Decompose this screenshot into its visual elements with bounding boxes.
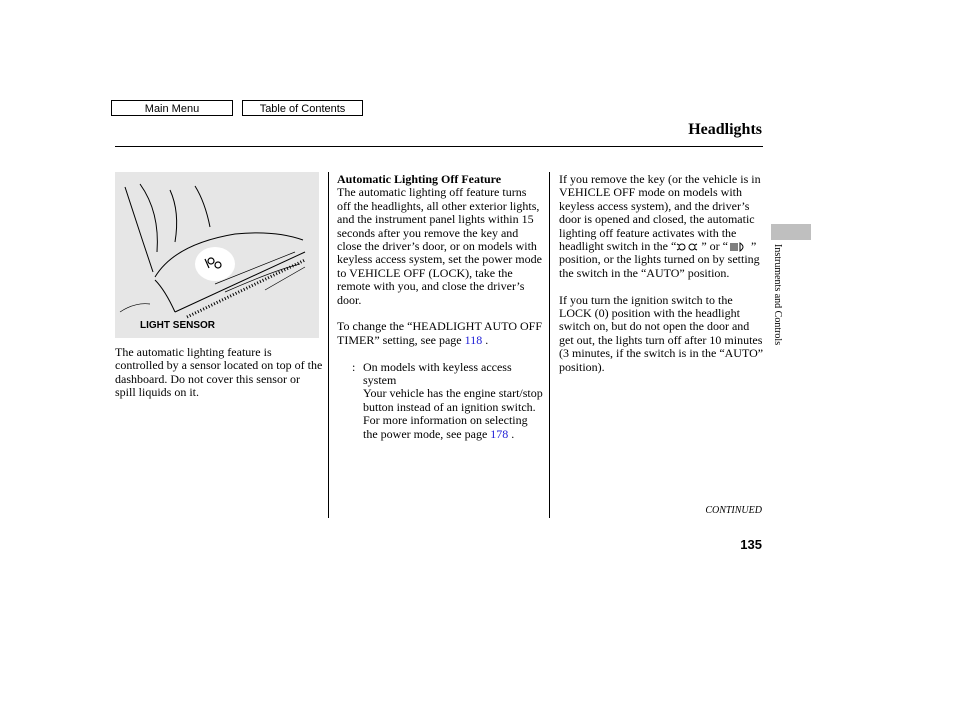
figure-caption: LIGHT SENSOR xyxy=(140,320,216,331)
page-number: 135 xyxy=(740,537,762,552)
column-1-text xyxy=(115,346,323,400)
timer-setting-end: . xyxy=(482,332,489,347)
page-118-link[interactable]: 118 xyxy=(464,332,483,347)
page-178-link[interactable]: 178 xyxy=(490,426,509,441)
door-open-text-c: ” position, or the lights turned on by setting the switch in the “AUTO” position. xyxy=(559,239,760,280)
continued-label: CONTINUED xyxy=(705,505,762,516)
headlight-icon xyxy=(728,242,748,252)
light-sensor-illustration xyxy=(115,172,319,338)
sensor-description: The automatic lighting feature is controlled by a sensor located on top of the dashboard. Do not cover this sensor or spill liquids on it. xyxy=(115,345,323,400)
door-open-paragraph xyxy=(559,173,765,280)
section-label: Instruments and Controls xyxy=(772,244,783,346)
door-open-text-b: ” or “ xyxy=(698,239,728,254)
title-rule xyxy=(115,146,763,147)
section-heading: Automatic Lighting Off Feature xyxy=(337,172,502,186)
page-title: Headlights xyxy=(688,121,762,138)
parking-light-icon xyxy=(676,242,698,252)
column-3-text xyxy=(559,173,765,374)
main-menu-button[interactable]: Main Menu xyxy=(111,100,233,116)
auto-off-description: The automatic lighting off feature turns off the headlights, all other exterior lights, and the instrument panel lights within 15 seconds after you remove the key and close the driver’s door, or on models with keyless access system, set the power mode to VEHICLE OFF (LOCK), take the remote with you, and close the driver’s door. xyxy=(337,185,542,307)
note-marker: : xyxy=(352,359,356,374)
section-tab xyxy=(771,224,811,240)
column-divider-1 xyxy=(328,172,329,518)
column-2-text xyxy=(337,173,543,441)
timer-setting-paragraph xyxy=(337,320,543,347)
door-open-text-a: If you remove the key (or the vehicle is in VEHICLE OFF mode on models with keyless access system), and the driver’s door is opened and closed, the automatic lighting off feature activates with the headlight switch in the “ xyxy=(559,172,761,254)
table-of-contents-button[interactable]: Table of Contents xyxy=(242,100,363,116)
column-divider-2 xyxy=(549,172,550,518)
timer-setting-text: To change the “HEADLIGHT AUTO OFF TIMER” setting, see page xyxy=(337,319,543,347)
keyless-note-text xyxy=(363,361,543,441)
ignition-paragraph: If you turn the ignition switch to the LOCK (0) position with the headlight switch on, but do not open the door and get out, the lights turn off after 10 minutes (3 minutes, if the switch is in the “AUTO” position). xyxy=(559,292,764,374)
light-sensor-figure xyxy=(115,172,319,338)
keyless-note-body: On models with keyless access system Your vehicle has the engine start/stop button instead of an ignition switch. For more information on selecting the power mode, see page xyxy=(363,359,543,441)
keyless-note-end: . xyxy=(508,426,515,441)
keyless-note xyxy=(337,361,543,441)
